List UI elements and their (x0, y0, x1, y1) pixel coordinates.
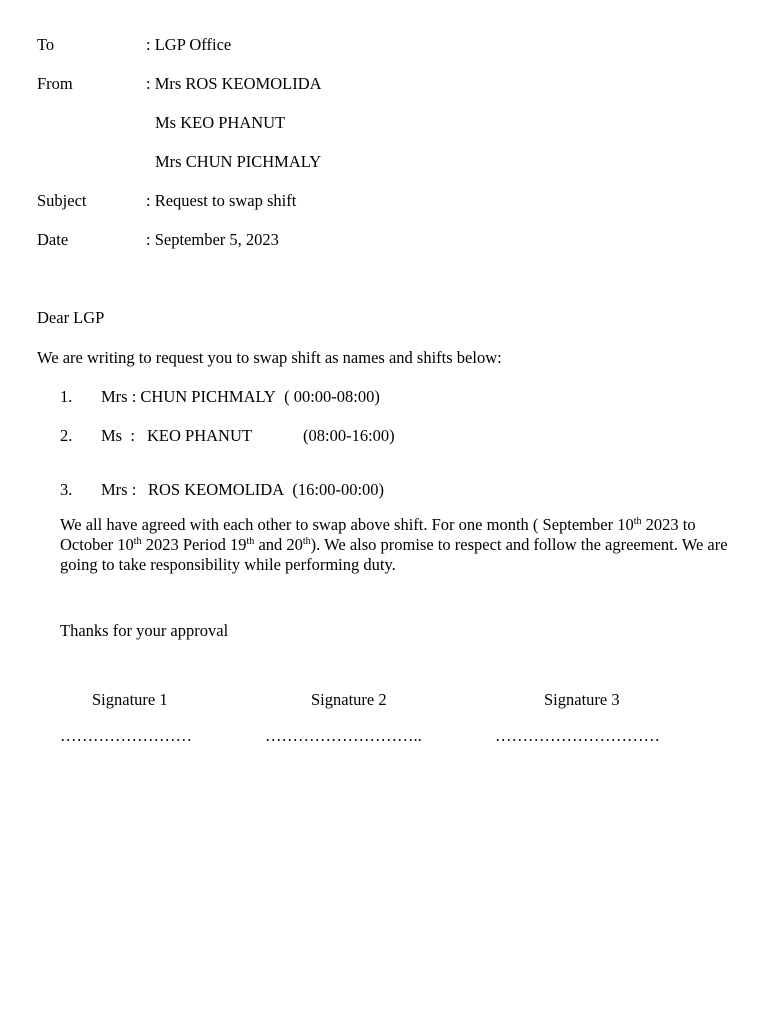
thanks-text: Thanks for your approval (60, 621, 229, 640)
list-item-number: 1. (60, 387, 73, 406)
subject-value: : Request to swap shift (146, 191, 297, 210)
signature-line-2: ……………………….. (265, 726, 422, 745)
salutation: Dear LGP (37, 308, 105, 327)
para-text-1: We all have agreed with each other to swap above shift. For one month ( September 10 (60, 515, 634, 534)
item-shift: ( 00:00-08:00) (284, 387, 380, 406)
agreement-paragraph (60, 515, 740, 575)
superscript-th: th (302, 536, 311, 547)
signature-line-3: ………………………… (495, 726, 660, 745)
from-value-2: Ms KEO PHANUT (155, 113, 286, 132)
date-value: : September 5, 2023 (146, 230, 279, 249)
from-value-1: : Mrs ROS KEOMOLIDA (146, 74, 322, 93)
signature-label-2: Signature 2 (311, 690, 387, 709)
intro-text: We are writing to request you to swap shift as names and shifts below: (37, 348, 502, 367)
from-value-3: Mrs CHUN PICHMALY (155, 152, 322, 171)
item-title: Mrs : (101, 480, 137, 499)
superscript-th: th (133, 536, 142, 547)
list-item-number: 2. (60, 426, 73, 445)
to-label: To (37, 35, 55, 54)
date-label: Date (37, 230, 69, 249)
superscript-th: th (246, 536, 255, 547)
subject-label: Subject (37, 191, 87, 210)
list-item (101, 426, 395, 446)
item-name: CHUN PICHMALY (140, 387, 276, 406)
item-name: ROS KEOMOLIDA (148, 480, 285, 499)
para-text-3: 2023 Period 19 (141, 535, 247, 554)
superscript-th: th (633, 516, 642, 527)
para-text-2: 2023 to October 10 (60, 515, 696, 554)
list-item (101, 480, 384, 500)
to-value: : LGP Office (146, 35, 232, 54)
item-shift: (08:00-16:00) (303, 426, 395, 445)
item-shift: (16:00-00:00) (292, 480, 385, 499)
signature-line-1: …………………… (60, 726, 192, 745)
signature-label-3: Signature 3 (544, 690, 620, 709)
para-text-5: ). We also promise to respect and follow the agreement. We are going to take responsibility while performing duty. (60, 535, 728, 574)
item-name: KEO PHANUT (147, 426, 252, 445)
list-item-number: 3. (60, 480, 73, 499)
signature-label-1: Signature 1 (92, 690, 168, 709)
para-text-4: and 20 (254, 535, 303, 554)
from-label: From (37, 74, 73, 93)
item-title: Ms : (101, 426, 135, 445)
item-title: Mrs : (101, 387, 137, 406)
list-item (101, 387, 380, 407)
